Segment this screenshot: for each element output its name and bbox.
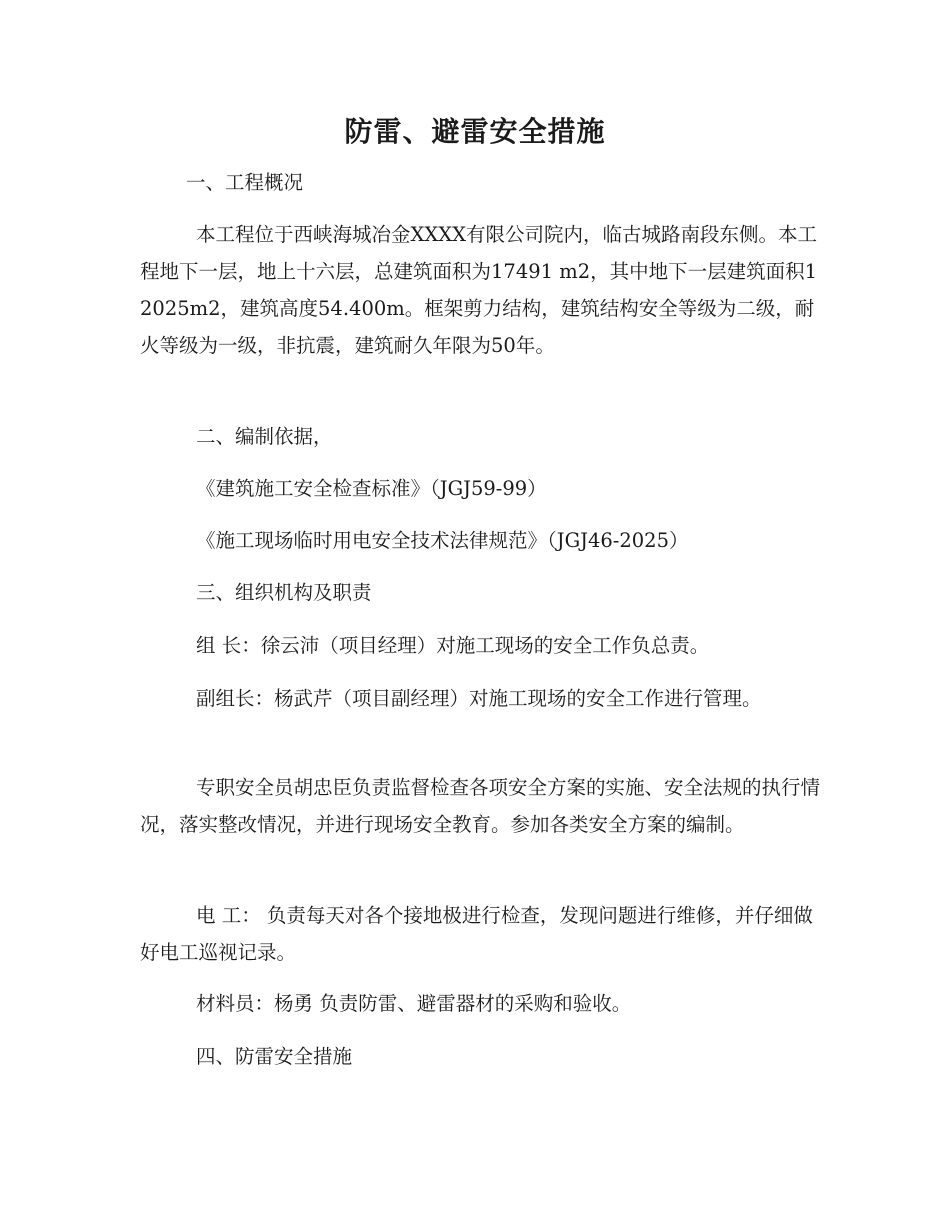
reference-item-jgj59: 《建筑施工安全检查标准》（JGJ59-99） bbox=[196, 477, 547, 500]
role-materials-clerk: 材料员：杨勇 负责防雷、避雷器材的采购和验收。 bbox=[196, 992, 632, 1015]
overview-paragraph: 本工程位于西峡海城冶金XXXX有限公司院内，临古城路南段东侧。本工程地下一层，地上十六层，总建筑面积为17491 m2，其中地下一层建筑面积12025m2，建筑高度54.400m。框架剪力结构，建筑结构安全等级为二级，耐火等级为一级，非抗震，建筑耐久年限为50年。 bbox=[140, 223, 818, 357]
reference-item-jgj46: 《施工现场临时用电安全技术法律规范》（JGJ46-2025） bbox=[196, 529, 689, 552]
section-heading-lightning-measures: 四、防雷安全措施 bbox=[196, 1045, 353, 1068]
role-safety-officer: 专职安全员胡忠臣负责监督检查各项安全方案的实施、安全法规的执行情况，落实整改情况，并进行现场安全教育。参加各类安全方案的编制。 bbox=[140, 776, 821, 836]
role-leader: 组 长：徐云沛（项目经理）对施工现场的安全工作负总责。 bbox=[196, 634, 710, 657]
section-heading-organization: 三、组织机构及职责 bbox=[196, 581, 372, 604]
section-heading-overview: 一、工程概况 bbox=[186, 171, 304, 194]
section-heading-basis: 二、编制依据， bbox=[196, 425, 333, 448]
document-title: 防雷、避雷安全措施 bbox=[344, 115, 606, 148]
role-deputy-leader: 副组长：杨武芹（项目副经理）对施工现场的安全工作进行管理。 bbox=[196, 687, 762, 710]
role-electrician: 电 工： 负责每天对各个接地极进行检查，发现问题进行维修，并仔细做好电工巡视记录。 bbox=[140, 904, 813, 964]
